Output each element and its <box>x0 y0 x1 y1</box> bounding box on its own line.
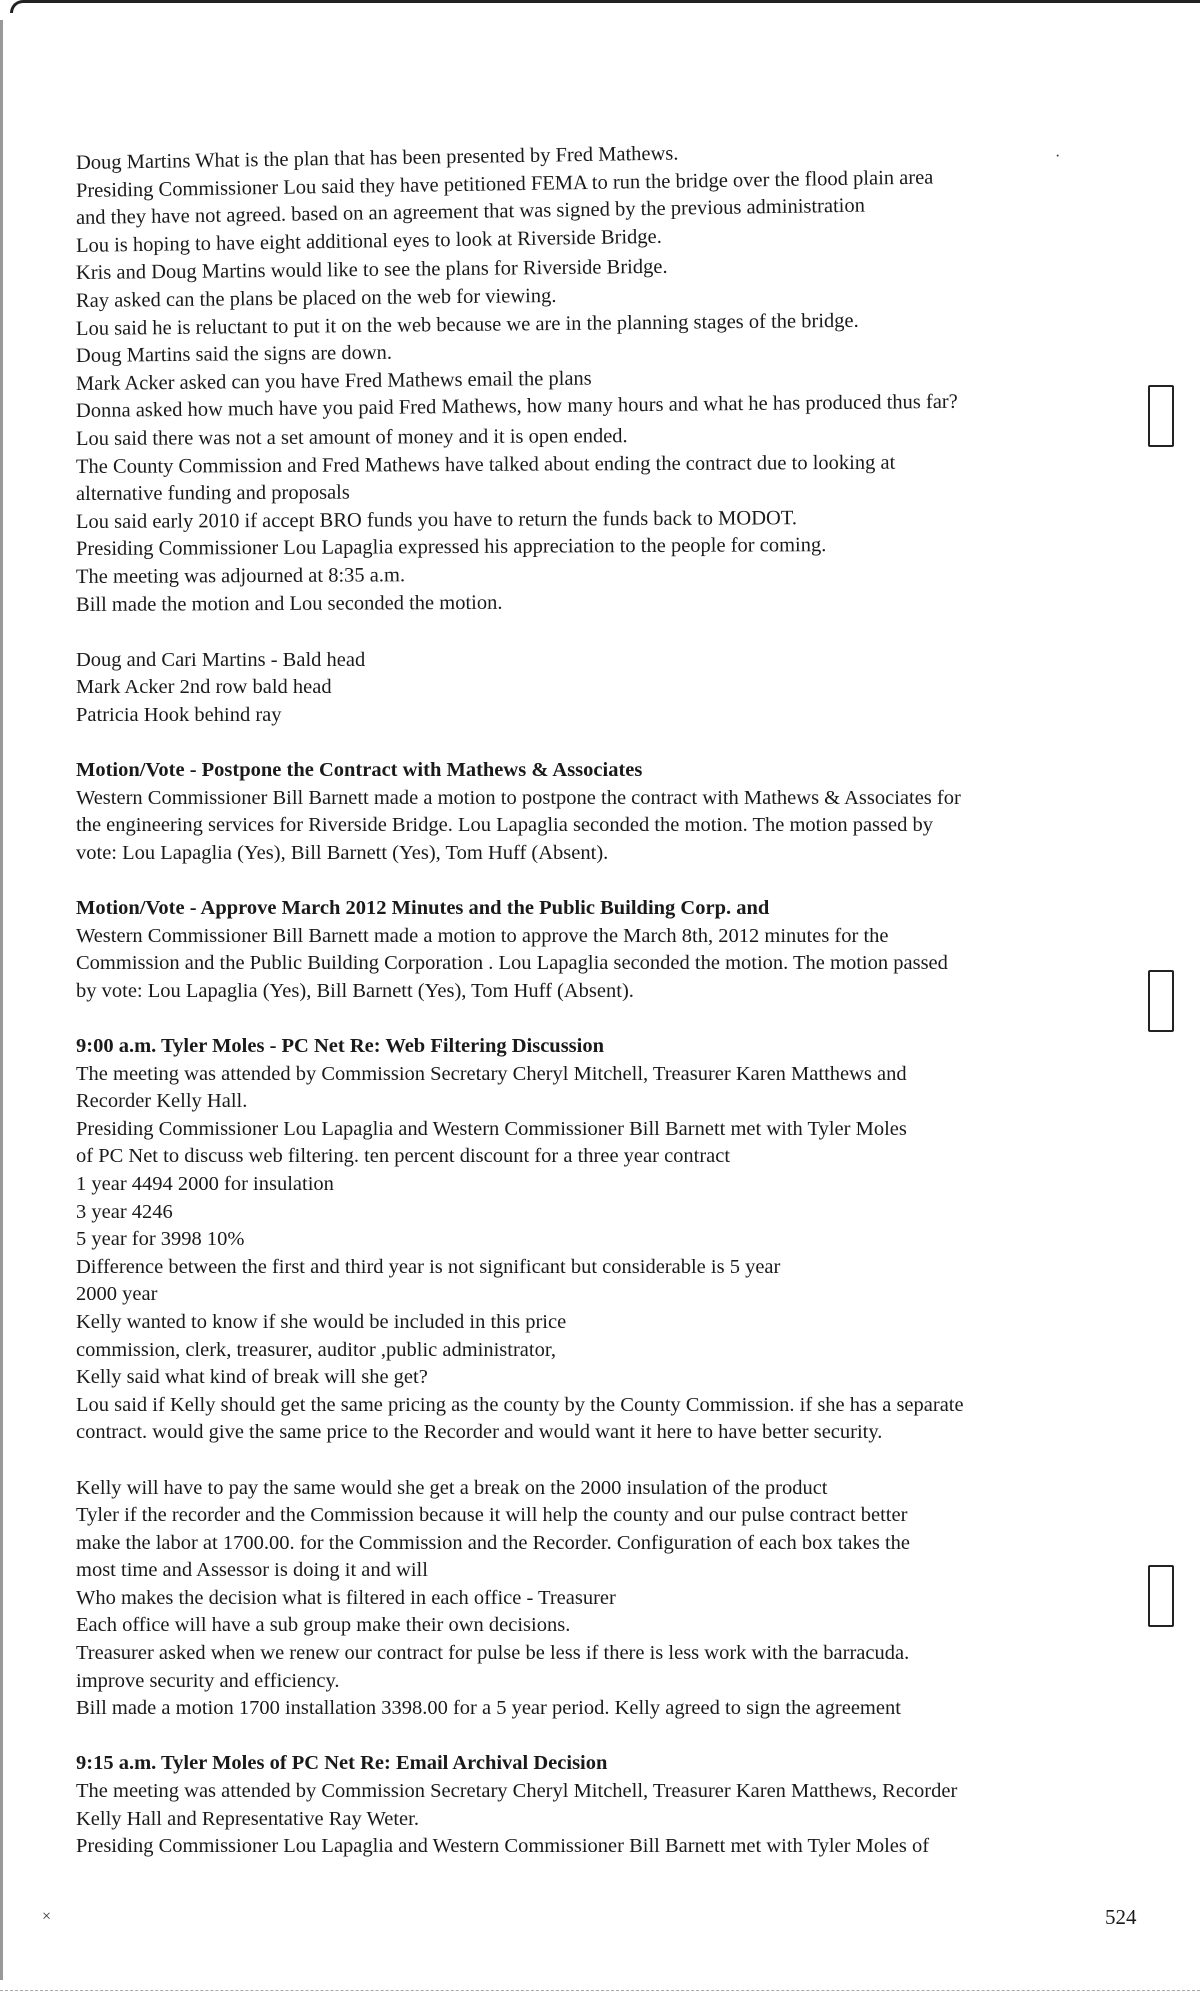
text-line: Doug and Cari Martins - Bald head <box>76 648 366 671</box>
blank-line <box>76 729 1116 757</box>
blank-line <box>76 867 1116 895</box>
blank-line <box>76 619 1116 647</box>
text-line: and they have not agreed. based on an agreement that was signed by the previous administration <box>75 194 866 230</box>
text-line: contract. would give the same price to the Recorder and would want it here to have better security. <box>76 1421 883 1444</box>
text-line: Patricia Hook behind ray <box>76 703 282 726</box>
section-heading: 9:15 a.m. Tyler Moles of PC Net Re: Email Archival Decision <box>76 1752 608 1775</box>
margin-box-3 <box>1148 1565 1174 1627</box>
scan-speck: · <box>1055 148 1061 165</box>
text-line: Lou said early 2010 if accept BRO funds you have to return the funds back to MODOT. <box>75 506 797 533</box>
page-bottom-edge <box>0 1990 1200 1995</box>
section-heading: Motion/Vote - Postpone the Contract with Mathews & Associates <box>76 759 643 782</box>
text-line: Presiding Commissioner Lou Lapaglia expressed his appreciation to the people for coming. <box>75 534 827 561</box>
text-line: improve security and efficiency. <box>76 1669 340 1692</box>
text-line: Kelly will have to pay the same would she get a break on the 2000 insulation of the product <box>76 1476 828 1499</box>
text-line: of PC Net to discuss web filtering. ten percent discount for a three year contract <box>76 1145 731 1168</box>
text-line: Treasurer asked when we renew our contract for pulse be less if there is less work with the barracuda. <box>76 1642 910 1665</box>
text-line: Presiding Commissioner Lou Lapaglia and Western Commissioner Bill Barnett met with Tyler Moles of <box>76 1835 930 1858</box>
text-line: The meeting was attended by Commission Secretary Cheryl Mitchell, Treasurer Karen Matthews and <box>76 1062 907 1085</box>
text-line: 3 year 4246 <box>76 1200 173 1223</box>
blank-line <box>76 1447 1116 1475</box>
text-line: make the labor at 1700.00. for the Commission and the Recorder. Configuration of each box takes the <box>76 1531 911 1554</box>
page-left-edge <box>0 20 3 1980</box>
document-body <box>75 142 1116 1861</box>
text-line: Western Commissioner Bill Barnett made a motion to approve the March 8th, 2012 minutes for the <box>76 924 889 947</box>
scan-speck: × <box>42 1908 52 1925</box>
text-line: Lou said if Kelly should get the same pricing as the county by the County Commission. if she has a separate <box>76 1393 964 1416</box>
text-line: Bill made the motion and Lou seconded the motion. <box>75 591 503 616</box>
text-line: Lou is hoping to have eight additional eyes to look at Riverside Bridge. <box>75 225 662 257</box>
text-line: alternative funding and proposals <box>75 481 350 506</box>
text-line: The meeting was attended by Commission Secretary Cheryl Mitchell, Treasurer Karen Matthews, Recorder <box>76 1780 958 1803</box>
text-line: 2000 year <box>76 1283 158 1306</box>
section-heading: 9:00 a.m. Tyler Moles - PC Net Re: Web Filtering Discussion <box>76 1035 605 1057</box>
text-line: Lou said he is reluctant to put it on the web because we are in the planning stages of the bridge. <box>75 309 859 340</box>
page-top-edge <box>10 0 1200 13</box>
text-line: Kelly Hall and Representative Ray Weter. <box>76 1807 419 1830</box>
text-line: Bill made a motion 1700 installation 3398.00 for a 5 year period. Kelly agreed to sign the agreement <box>76 1697 901 1720</box>
text-line: Ray asked can the plans be placed on the web for viewing. <box>75 284 557 312</box>
text-line: The County Commission and Fred Mathews have talked about ending the contract due to looking at <box>75 451 896 478</box>
text-line: Presiding Commissioner Lou said they have petitioned FEMA to run the bridge over the flood plain area <box>75 166 934 202</box>
text-line: Who makes the decision what is filtered in each office - Treasurer <box>76 1586 616 1609</box>
text-line: Kris and Doug Martins would like to see the plans for Riverside Bridge. <box>75 256 668 285</box>
text-line: Kelly said what kind of break will she get? <box>76 1366 428 1389</box>
text-line: The meeting was adjourned at 8:35 a.m. <box>75 564 406 588</box>
text-line: Donna asked how much have you paid Fred Mathews, how many hours and what he has produced thus far? <box>75 391 958 423</box>
text-line: Commission and the Public Building Corporation . Lou Lapaglia seconded the motion. The motion passed <box>76 952 948 975</box>
text-line: Western Commissioner Bill Barnett made a motion to postpone the contract with Mathews & Associates for <box>76 786 961 809</box>
page-number: 524 <box>1105 1905 1137 1929</box>
text-line: by vote: Lou Lapaglia (Yes), Bill Barnett (Yes), Tom Huff (Absent). <box>76 979 634 1002</box>
blank-line <box>76 1723 1116 1751</box>
margin-box-1 <box>1148 385 1174 447</box>
text-line: Lou said there was not a set amount of money and it is open ended. <box>75 425 628 450</box>
margin-box-2 <box>1148 970 1174 1032</box>
text-line: Tyler if the recorder and the Commission because it will help the county and our pulse contract better <box>76 1504 908 1527</box>
text-line: Each office will have a sub group make their own decisions. <box>76 1614 571 1637</box>
text-line: commission, clerk, treasurer, auditor ,public administrator, <box>76 1338 556 1361</box>
text-line: vote: Lou Lapaglia (Yes), Bill Barnett (Yes), Tom Huff (Absent). <box>76 841 609 864</box>
text-line: the engineering services for Riverside Bridge. Lou Lapaglia seconded the motion. The motion passed by <box>76 814 933 837</box>
text-line: most time and Assessor is doing it and will <box>76 1559 428 1582</box>
text-line: 5 year for 3998 10% <box>76 1228 245 1251</box>
text-line: Mark Acker asked can you have Fred Mathews email the plans <box>75 367 592 395</box>
text-line: Recorder Kelly Hall. <box>76 1090 248 1113</box>
text-line: 1 year 4494 2000 for insulation <box>76 1172 334 1195</box>
text-line: Doug Martins What is the plan that has been presented by Fred Mathews. <box>75 142 679 174</box>
text-line: Kelly wanted to know if she would be included in this price <box>76 1310 567 1333</box>
blank-line <box>76 1005 1116 1033</box>
text-line: Presiding Commissioner Lou Lapaglia and Western Commissioner Bill Barnett met with Tyler Moles <box>76 1117 907 1140</box>
text-line: Mark Acker 2nd row bald head <box>76 676 332 699</box>
section-heading: Motion/Vote - Approve March 2012 Minutes and the Public Building Corp. and <box>76 897 770 920</box>
text-line: Doug Martins said the signs are down. <box>75 341 393 368</box>
text-line: Difference between the first and third year is not significant but considerable is 5 year <box>76 1255 781 1278</box>
